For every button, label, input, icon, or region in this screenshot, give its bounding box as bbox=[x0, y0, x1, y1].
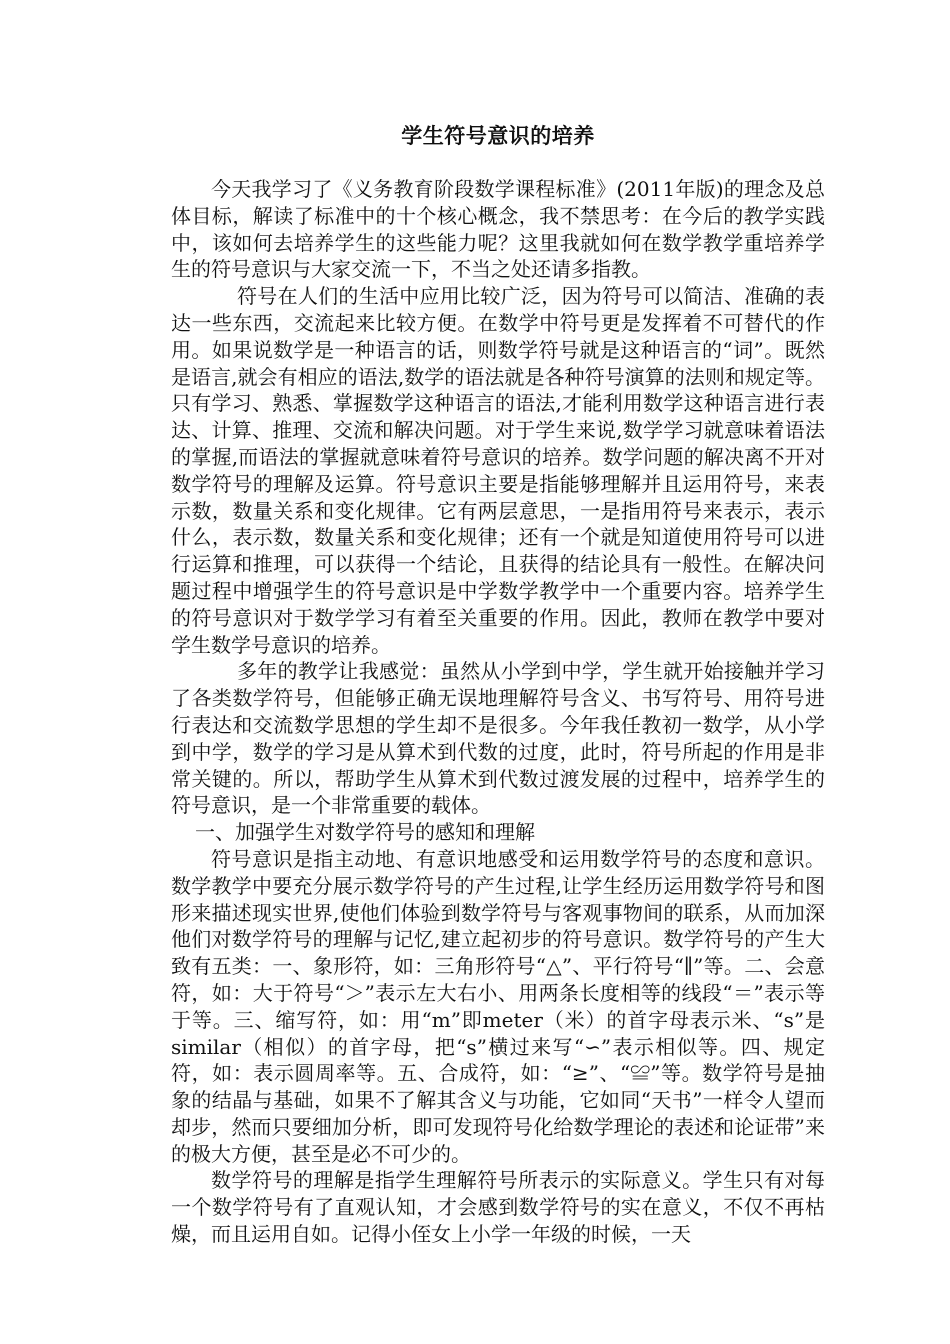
document-body bbox=[171, 176, 825, 1248]
document-page bbox=[171, 0, 825, 1248]
intro-paragraph: 今天我学习了《义务教育阶段数学课程标准》(2011年版)的理念及总体目标，解读了标准中的十个核心概念，我不禁思考：在今后的教学实践中，该如何去培养学生的这些能力呢？这里我就如何在数学教学重培养学生的符号意识与大家交流一下，不当之处还请多指教。 bbox=[171, 177, 825, 282]
section-heading: 一、加强学生对数学符号的感知和理解 bbox=[195, 820, 535, 845]
symbol-role-paragraph: 符号在人们的生活中应用比较广泛，因为符号可以简洁、准确的表达一些东西，交流起来比较方便。在数学中符号更是发挥着不可替代的作用。如果说数学是一种语言的话，则数学符号就是这种语言的“词”。既然是语言,就会有相应的语法,数学的语法就是各种符号演算的法则和规定等。只有学习、熟悉、掌握数学这种语言的语法,才能利用数学这种语言进行表达、计算、推理、交流和解决问题。对于学生来说,数学学习就意味着语法的掌握,而语法的掌握就意味着符号意识的培养。数学问题的解决离不开对数学符号的理解及运算。符号意识主要是指能够理解并且运用符号，来表示数，数量关系和变化规律。它有两层意思，一是指用符号来表示，表示什么，表示数，数量关系和变化规律；还有一个就是知道使用符号可以进行运算和推理，可以获得一个结论，且获得的结论具有一般性。在解决问题过程中增强学生的符号意识是中学数学教学中一个重要内容。培养学生的符号意识对于数学学习有着至关重要的作用。因此，教师在教学中要对学生数学号意识的培养。 bbox=[171, 284, 825, 657]
symbol-perception-paragraph: 符号意识是指主动地、有意识地感受和运用数学符号的态度和意识。数学教学中要充分展示数学符号的产生过程,让学生经历运用数学符号和图形来描述现实世界,使他们体验到数学符号与客观事物间的联系，从而加深他们对数学符号的理解与记忆,建立起初步的符号意识。数学符号的产生大致有五类：一、象形符，如：三角形符号“△”、平行符号“∥”等。二、会意符，如：大于符号“＞”表示左大右小、用两条长度相等的线段“＝”表示等于等。三、缩写符，如：用“m”即meter（米）的首字母表示米、“s”是similar（相似）的首字母，把“s”横过来写“∽”表示相似等。四、规定符，如：表示圆周率等。五、合成符，如：“≥”、“≌”等。数学符号是抽象的结晶与基础，如果不了解其含义与功能，它如同“天书”一样令人望而却步，然而只要细加分析，即可发现符号化给数学理论的表述和论证带”来的极大方便，甚至是必不可少的。 bbox=[171, 846, 825, 1166]
document-title: 学生符号意识的培养 bbox=[401, 123, 595, 148]
teaching-experience-paragraph: 多年的教学让我感觉：虽然从小学到中学，学生就开始接触并学习了各类数学符号，但能够正确无误地理解符号含义、书写符号、用符号进行表达和交流数学思想的学生却不是很多。今年我任教初一数学，从小学到中学，数学的学习是从算术到代数的过度，此时，符号所起的作用是非常关键的。所以，帮助学生从算术到代数过渡发展的过程中，培养学生的符号意识，是一个非常重要的载体。 bbox=[171, 659, 825, 818]
symbol-understanding-paragraph: 数学符号的理解是指学生理解符号所表示的实际意义。学生只有对每一个数学符号有了直观认知，才会感到数学符号的实在意义，不仅不再枯燥，而且运用自如。记得小侄女上小学一年级的时候，一天 bbox=[171, 1168, 825, 1247]
